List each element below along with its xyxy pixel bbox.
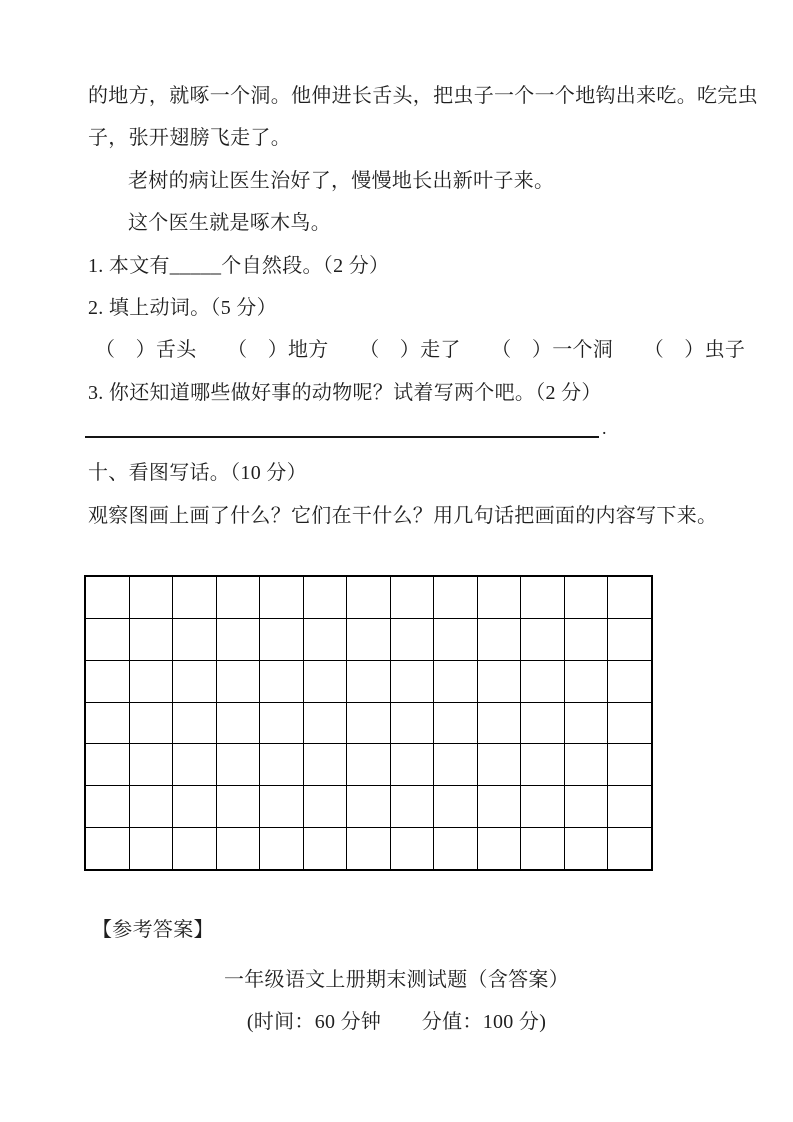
grid-cell — [434, 828, 477, 869]
grid-cell — [130, 703, 173, 744]
grid-cell — [434, 619, 477, 660]
grid-cell — [347, 703, 390, 744]
grid-cell — [391, 744, 434, 785]
grid-cell — [173, 786, 216, 827]
grid-cell — [130, 577, 173, 618]
grid-cell — [173, 619, 216, 660]
grid-cell — [608, 619, 651, 660]
question-3: 3. 你还知道哪些做好事的动物呢？试着写两个吧。（2 分） — [88, 382, 602, 404]
grid-cell — [434, 703, 477, 744]
grid-cell — [304, 703, 347, 744]
grid-cell — [304, 786, 347, 827]
grid-cell — [391, 786, 434, 827]
grid-cell — [217, 744, 260, 785]
grid-cell — [434, 744, 477, 785]
grid-cell — [608, 786, 651, 827]
grid-cell — [565, 744, 608, 785]
grid-cell — [260, 577, 303, 618]
section-ten-title: 十、看图写话。（10 分） — [88, 462, 307, 484]
grid-cell — [217, 619, 260, 660]
grid-cell — [260, 619, 303, 660]
grid-cell — [86, 828, 129, 869]
grid-cell — [86, 577, 129, 618]
grid-cell — [608, 703, 651, 744]
grid-cell — [217, 661, 260, 702]
grid-cell — [391, 661, 434, 702]
grid-cell — [521, 744, 564, 785]
grid-cell — [478, 577, 521, 618]
grid-cell — [521, 786, 564, 827]
grid-cell — [347, 577, 390, 618]
grid-cell — [86, 703, 129, 744]
grid-cell — [608, 828, 651, 869]
grid-cell — [86, 786, 129, 827]
answer-blank-rule — [85, 417, 599, 438]
grid-cell — [521, 703, 564, 744]
grid-cell — [391, 577, 434, 618]
grid-cell — [391, 619, 434, 660]
grid-cell — [478, 661, 521, 702]
grid-cell — [86, 619, 129, 660]
grid-cell — [478, 703, 521, 744]
grid-cell — [391, 828, 434, 869]
grid-cell — [521, 661, 564, 702]
grid-cell — [304, 744, 347, 785]
section-ten-prompt: 观察图画上画了什么？它们在干什么？用几句话把画面的内容写下来。 — [88, 505, 718, 527]
passage-line-2: 子，张开翅膀飞走了。 — [88, 127, 291, 149]
grid-cell — [434, 577, 477, 618]
grid-cell — [130, 786, 173, 827]
passage-paragraph-3: 这个医生就是啄木鸟。 — [128, 212, 331, 234]
writing-grid — [84, 575, 653, 871]
grid-cell — [217, 786, 260, 827]
grid-cell — [217, 703, 260, 744]
grid-cell — [260, 661, 303, 702]
grid-cell — [565, 619, 608, 660]
grid-cell — [86, 661, 129, 702]
exam-title: 一年级语文上册期末测试题（含答案） — [223, 969, 570, 991]
grid-cell — [130, 661, 173, 702]
grid-cell — [347, 828, 390, 869]
grid-cell — [130, 828, 173, 869]
reference-answers-header: 【参考答案】 — [92, 919, 214, 941]
grid-cell — [86, 744, 129, 785]
grid-cell — [565, 577, 608, 618]
grid-cell — [130, 619, 173, 660]
passage-line-1: 的地方，就啄一个洞。他伸进长舌头，把虫子一个一个地钩出来吃。吃完虫 — [88, 85, 758, 107]
grid-cell — [565, 661, 608, 702]
grid-cell — [391, 703, 434, 744]
exam-meta: (时间：60 分钟 分值：100 分) — [246, 1011, 547, 1033]
grid-cell — [260, 703, 303, 744]
question-2-fill-items: （ ）舌头 （ ）地方 （ ）走了 （ ）一个洞 （ ）虫子 — [95, 339, 746, 361]
grid-cell — [521, 619, 564, 660]
grid-cell — [521, 828, 564, 869]
grid-cell — [608, 577, 651, 618]
grid-cell — [608, 744, 651, 785]
grid-cell — [304, 577, 347, 618]
grid-cell — [217, 828, 260, 869]
grid-cell — [347, 619, 390, 660]
question-1: 1. 本文有_____个自然段。（2 分） — [88, 255, 390, 277]
grid-cell — [521, 577, 564, 618]
grid-cell — [347, 661, 390, 702]
grid-cell — [608, 661, 651, 702]
grid-cell — [173, 703, 216, 744]
answer-blank-period: . — [602, 418, 607, 438]
question-2: 2. 填上动词。（5 分） — [88, 297, 277, 319]
grid-cell — [478, 786, 521, 827]
grid-cell — [565, 703, 608, 744]
grid-cell — [478, 619, 521, 660]
grid-cell — [304, 661, 347, 702]
grid-cell — [217, 577, 260, 618]
grid-cell — [173, 577, 216, 618]
grid-cell — [347, 786, 390, 827]
grid-cell — [173, 828, 216, 869]
grid-cell — [173, 661, 216, 702]
grid-cell — [260, 786, 303, 827]
grid-cell — [434, 786, 477, 827]
grid-cell — [434, 661, 477, 702]
grid-cell — [478, 828, 521, 869]
grid-cell — [347, 744, 390, 785]
grid-cell — [304, 619, 347, 660]
grid-cell — [260, 828, 303, 869]
passage-paragraph-2: 老树的病让医生治好了，慢慢地长出新叶子来。 — [128, 170, 555, 192]
grid-cell — [130, 744, 173, 785]
grid-cell — [565, 786, 608, 827]
grid-cell — [260, 744, 303, 785]
grid-cell — [565, 828, 608, 869]
grid-cell — [173, 744, 216, 785]
grid-cell — [478, 744, 521, 785]
grid-cell — [304, 828, 347, 869]
